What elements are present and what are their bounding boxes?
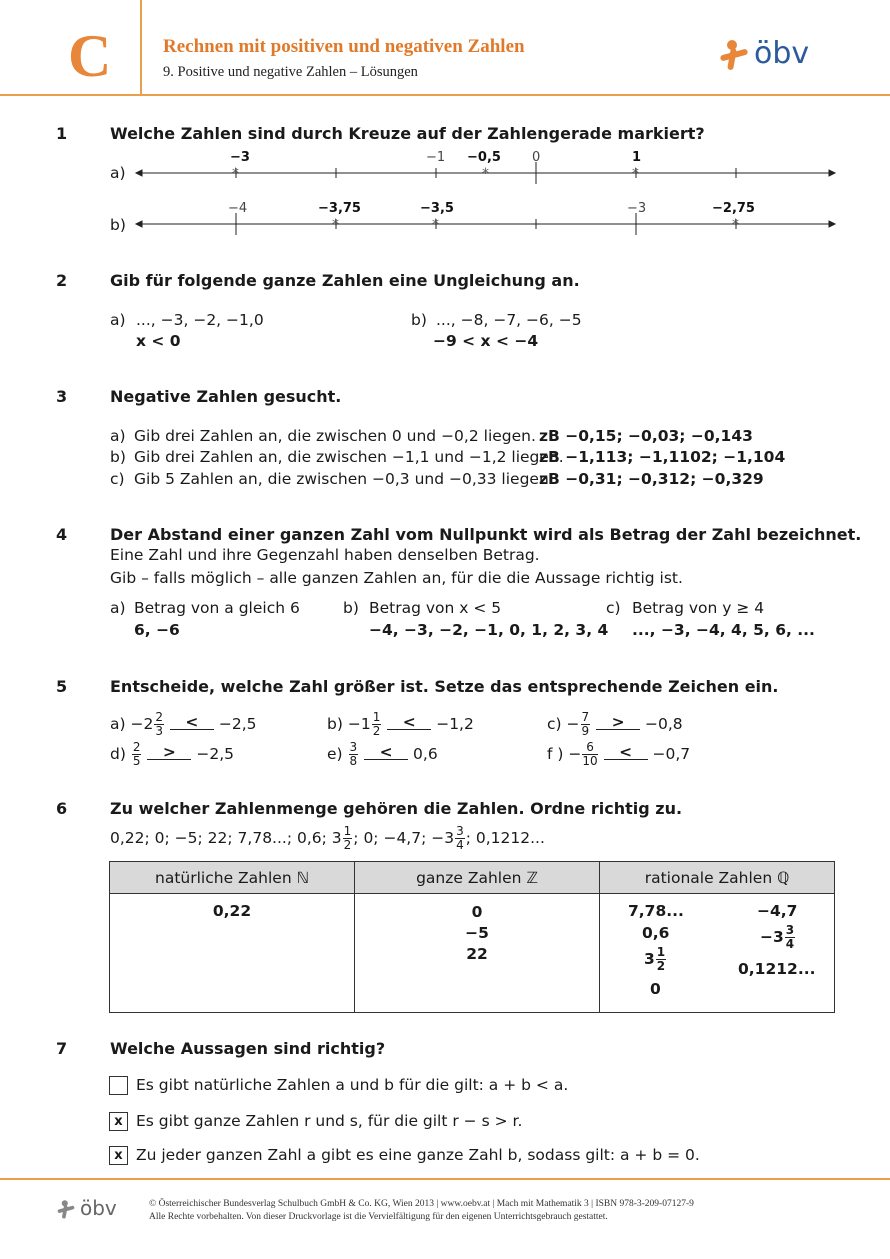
q4a-text: Betrag von a gleich 6 xyxy=(134,599,300,617)
cross-mark: * xyxy=(332,217,339,233)
header-integers: ganze Zahlen ℤ xyxy=(355,862,600,894)
q3a-text: Gib drei Zahlen an, die zwischen 0 und −0,2 liegen. xyxy=(134,427,536,445)
q2b-text: ..., −8, −7, −6, −5 xyxy=(436,311,582,329)
chapter-letter: C xyxy=(68,23,112,89)
q1a-answer-3: 1 xyxy=(632,150,642,165)
q2a-label: a) xyxy=(110,311,126,329)
denominator: 2 xyxy=(343,838,352,852)
list-part: ; 0,1212... xyxy=(465,829,545,847)
q1b-tick-2: −3 xyxy=(627,201,647,216)
q5f xyxy=(547,741,690,768)
natural-value: 0,22 xyxy=(212,902,252,920)
footer-copyright: © Österreichischer Bundesverlag Schulbuch GmbH & Co. KG, Wien 2013 | www.oebv.at | Mach mit Mathematik 3 | ISBN 978-3-209-07127-9 xyxy=(149,1199,694,1209)
q5d-label: d) xyxy=(110,745,126,763)
q5f-answer: < xyxy=(604,745,648,760)
rational-value: −4,7 xyxy=(757,902,798,920)
header-rational: rationale Zahlen ℚ xyxy=(600,862,835,894)
q5-title: Entscheide, welche Zahl größer ist. Setze das entsprechende Zeichen ein. xyxy=(110,677,779,696)
q4-number: 4 xyxy=(56,525,68,544)
cell-integers xyxy=(355,894,600,1013)
numerator: 2 xyxy=(132,740,141,754)
q7-checkbox-1[interactable] xyxy=(109,1076,128,1095)
q5c-right: −0,8 xyxy=(645,715,683,733)
obv-star-icon xyxy=(718,38,750,74)
q2b-answer: −9 < x < −4 xyxy=(433,332,539,350)
q5c-label: c) xyxy=(547,715,562,733)
q1a-label: a) xyxy=(110,164,126,182)
denominator: 9 xyxy=(581,724,590,738)
q4a-label: a) xyxy=(110,599,126,617)
q3b-answer: zB −1,113; −1,1102; −1,104 xyxy=(539,448,786,466)
q7-title: Welche Aussagen sind richtig? xyxy=(110,1039,386,1058)
list-part: 0,22; 0; −5; 22; 7,78...; 0,6; 3 xyxy=(110,829,342,847)
q2-number: 2 xyxy=(56,271,68,290)
q6-number-list xyxy=(110,825,545,852)
whole-part: 3 xyxy=(644,950,655,968)
q3c-text: Gib 5 Zahlen an, die zwischen −0,3 und −0,33 liegen. xyxy=(134,470,554,488)
numerator: 1 xyxy=(372,710,381,724)
q6-title: Zu welcher Zahlenmenge gehören die Zahlen. Ordne richtig zu. xyxy=(110,799,683,818)
rational-fraction xyxy=(656,946,666,973)
list-fraction xyxy=(455,825,465,852)
header-divider xyxy=(140,0,142,95)
number-lines xyxy=(130,145,840,240)
q2b-label: b) xyxy=(411,311,427,329)
numerator: 3 xyxy=(785,923,795,937)
q5b-answer: < xyxy=(387,715,431,730)
q4-line3: Gib – falls möglich – alle ganzen Zahlen an, für die die Aussage richtig ist. xyxy=(110,569,683,587)
denominator: 5 xyxy=(132,754,141,768)
q3a-answer: zB −0,15; −0,03; −0,143 xyxy=(539,427,753,445)
denominator: 3 xyxy=(155,724,163,738)
q1a-answer-1: −3 xyxy=(230,150,250,165)
cross-mark: * xyxy=(632,166,639,182)
q4c-answer: ..., −3, −4, 4, 5, 6, ... xyxy=(632,621,815,639)
integer-value: 22 xyxy=(466,945,488,963)
q5f-right: −0,7 xyxy=(652,745,691,763)
rational-value xyxy=(760,924,796,951)
q5e xyxy=(327,741,438,768)
denominator: 8 xyxy=(349,754,358,768)
numerator: 1 xyxy=(343,824,352,838)
q2a-answer: x < 0 xyxy=(136,332,181,350)
q1b-label: b) xyxy=(110,216,126,234)
denominator: 4 xyxy=(456,838,464,852)
q5b-label: b) xyxy=(327,715,343,733)
q5d-right: −2,5 xyxy=(196,745,234,763)
q5a-sign: −2 xyxy=(130,715,154,733)
header-rule xyxy=(0,94,890,96)
q1a-tick-1: −1 xyxy=(426,150,446,165)
denominator: 2 xyxy=(656,959,666,973)
cross-mark: * xyxy=(432,217,439,233)
cell-natural xyxy=(110,894,355,1013)
q7-statement-1: Es gibt natürliche Zahlen a und b für die gilt: a + b < a. xyxy=(136,1076,569,1094)
numerator: 3 xyxy=(349,740,358,754)
q5a-label: a) xyxy=(110,715,126,733)
cross-mark: * xyxy=(482,166,489,182)
numerator: 6 xyxy=(582,741,597,755)
q1b-answer-3: −2,75 xyxy=(712,201,755,216)
rational-value: 0,1212... xyxy=(738,960,816,978)
q5b-sign: −1 xyxy=(347,715,371,733)
obv-logo xyxy=(718,36,810,78)
q5a xyxy=(110,711,257,738)
q3c-answer: zB −0,31; −0,312; −0,329 xyxy=(539,470,764,488)
q5e-answer: < xyxy=(364,745,408,760)
page-subtitle: 9. Positive und negative Zahlen – Lösungen xyxy=(163,64,418,80)
q2a-text: ..., −3, −2, −1,0 xyxy=(136,311,264,329)
q4a-answer: 6, −6 xyxy=(134,621,180,639)
q5c-fraction xyxy=(581,711,591,738)
q5a-right: −2,5 xyxy=(218,715,257,733)
denominator: 2 xyxy=(372,724,381,738)
q7-statement-3: Zu jeder ganzen Zahl a gibt es eine ganze Zahl b, sodass gilt: a + b = 0. xyxy=(136,1146,700,1164)
rational-value xyxy=(644,946,667,973)
integer-value: 0 xyxy=(471,903,483,921)
q5e-label: e) xyxy=(327,745,343,763)
header-natural: natürliche Zahlen ℕ xyxy=(110,862,355,894)
q2-title: Gib für folgende ganze Zahlen eine Ungleichung an. xyxy=(110,271,580,290)
q5f-label: f ) xyxy=(547,745,564,763)
q7-statement-2: Es gibt ganze Zahlen r und s, für die gilt r − s > r. xyxy=(136,1112,523,1130)
q5b-fraction xyxy=(372,711,382,738)
numerator: 2 xyxy=(155,710,163,724)
q5b-right: −1,2 xyxy=(436,715,474,733)
q5d xyxy=(110,741,234,768)
q7-checkbox-3[interactable]: x xyxy=(109,1146,128,1165)
q4c-text: Betrag von y ≥ 4 xyxy=(632,599,765,617)
footer-logo-text: öbv xyxy=(80,1196,117,1220)
obv-star-icon xyxy=(56,1199,76,1221)
q4b-label: b) xyxy=(343,599,359,617)
q3c-label: c) xyxy=(110,470,125,488)
q3b-label: b) xyxy=(110,448,126,466)
q1b-answer-1: −3,75 xyxy=(318,201,361,216)
q1a-tick-2: 0 xyxy=(532,150,541,165)
footer-rule xyxy=(0,1178,890,1180)
q5b xyxy=(327,711,474,738)
numerator: 1 xyxy=(656,945,666,959)
q5-number: 5 xyxy=(56,677,68,696)
q7-number: 7 xyxy=(56,1039,68,1058)
numerator: 3 xyxy=(456,824,464,838)
cell-rational xyxy=(600,894,835,1013)
q5a-fraction xyxy=(154,711,164,738)
q3a-label: a) xyxy=(110,427,126,445)
rational-value: 0,6 xyxy=(642,924,670,942)
q5e-right: 0,6 xyxy=(413,745,438,763)
q5d-answer: > xyxy=(147,745,191,760)
footer-logo xyxy=(56,1196,117,1225)
q1-number: 1 xyxy=(56,124,68,143)
integer-value: −5 xyxy=(465,924,489,942)
cross-mark: * xyxy=(232,166,239,182)
q1-title: Welche Zahlen sind durch Kreuze auf der Zahlengerade markiert? xyxy=(110,124,705,143)
denominator: 4 xyxy=(785,937,795,951)
cross-mark: * xyxy=(732,217,739,233)
q3-number: 3 xyxy=(56,387,68,406)
q3b-text: Gib drei Zahlen an, die zwischen −1,1 und −1,2 liegen. xyxy=(134,448,564,466)
q4c-label: c) xyxy=(606,599,621,617)
rational-fraction xyxy=(785,924,795,951)
q5c xyxy=(547,711,683,738)
q5d-fraction xyxy=(132,741,142,768)
q5f-sign: − xyxy=(568,745,582,763)
q3-title: Negative Zahlen gesucht. xyxy=(110,387,342,406)
q4b-text: Betrag von x < 5 xyxy=(369,599,502,617)
denominator: 10 xyxy=(582,754,598,768)
q7-checkbox-2[interactable]: x xyxy=(109,1112,128,1131)
q4b-answer: −4, −3, −2, −1, 0, 1, 2, 3, 4 xyxy=(369,621,609,639)
logo-text: öbv xyxy=(754,36,810,71)
footer-rights: Alle Rechte vorbehalten. Von dieser Druckvorlage ist die Vervielfältigung für den eigenen Unterrichtsgebrauch gestattet. xyxy=(149,1212,608,1222)
numerator: 7 xyxy=(581,710,590,724)
rational-value: 7,78... xyxy=(628,902,684,920)
q5c-answer: > xyxy=(596,715,640,730)
q5c-sign: − xyxy=(566,715,580,733)
q1b-tick-1: −4 xyxy=(228,201,248,216)
list-fraction xyxy=(343,825,353,852)
q4-line2: Eine Zahl und ihre Gegenzahl haben denselben Betrag. xyxy=(110,546,540,564)
q1a-answer-2: −0,5 xyxy=(467,150,501,165)
q1b-answer-2: −3,5 xyxy=(420,201,454,216)
number-sets-table xyxy=(109,861,835,1013)
whole-part: −3 xyxy=(760,928,784,946)
q5e-fraction xyxy=(349,741,359,768)
page-title: Rechnen mit positiven und negativen Zahlen xyxy=(163,36,525,57)
q6-number: 6 xyxy=(56,799,68,818)
q4-title: Der Abstand einer ganzen Zahl vom Nullpunkt wird als Betrag der Zahl bezeichnet. xyxy=(110,525,862,544)
list-part: ; 0; −4,7; −3 xyxy=(353,829,455,847)
rational-value: 0 xyxy=(650,980,661,998)
q5f-fraction xyxy=(582,741,597,768)
q5a-answer: < xyxy=(170,715,214,730)
